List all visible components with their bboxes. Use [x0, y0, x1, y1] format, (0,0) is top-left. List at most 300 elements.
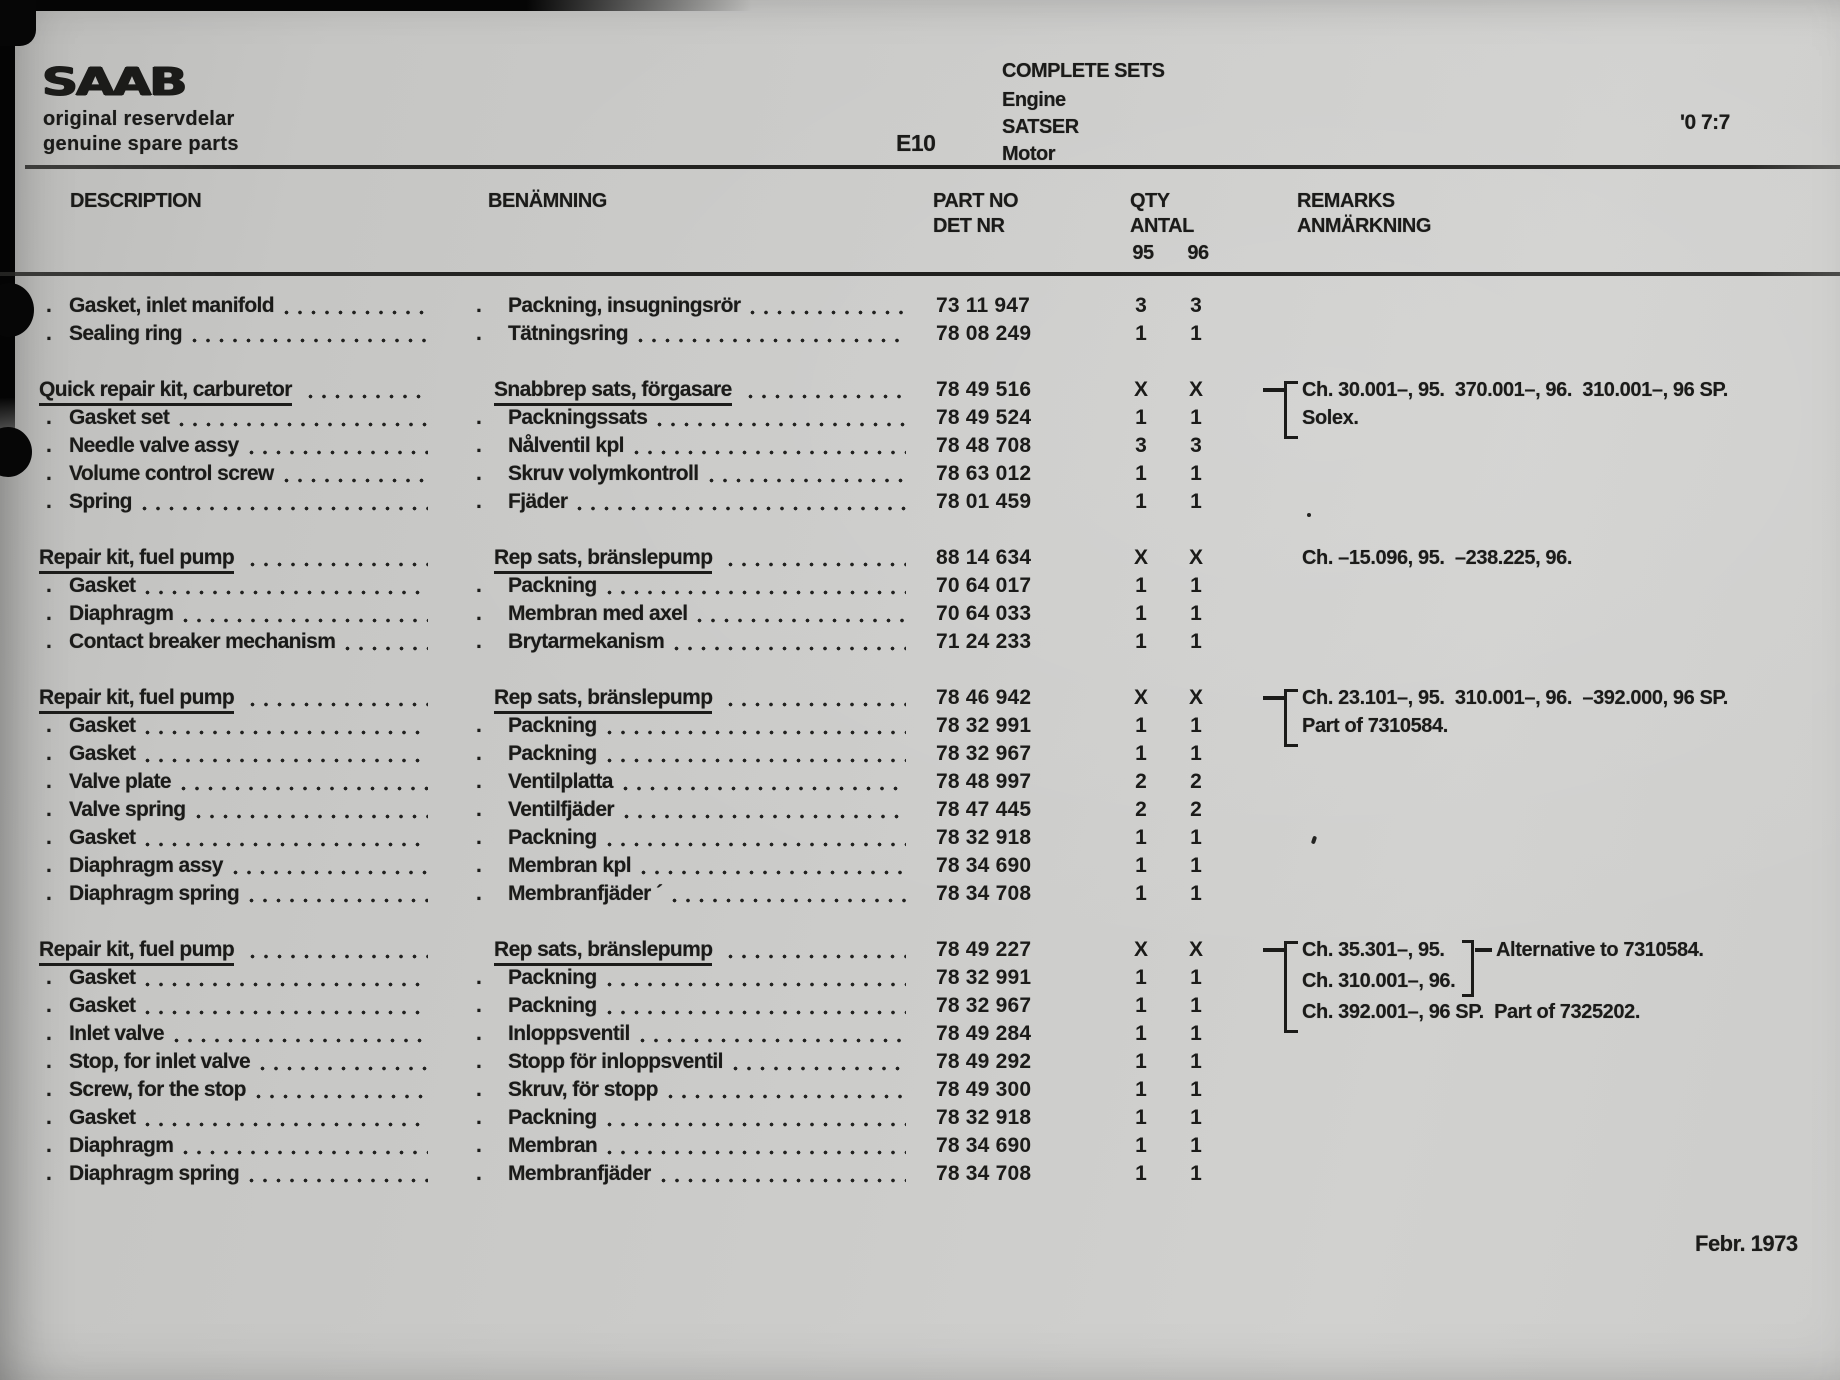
qty-96-cell: 3 [1190, 294, 1202, 317]
description-cell [46, 1162, 432, 1188]
item-bullet: . [46, 490, 52, 513]
item-bullet: . [46, 882, 52, 905]
qty-96-cell: 1 [1190, 994, 1202, 1017]
header-rule [25, 165, 1840, 169]
dot-leader [607, 758, 906, 763]
dot-leader [345, 646, 428, 651]
benamning-cell [476, 798, 910, 824]
item-bullet: . [476, 854, 482, 877]
item-bullet: . [46, 798, 52, 821]
description-text: Sealing ring [69, 322, 182, 345]
benamning-cell [476, 490, 910, 516]
qty-96-cell: 1 [1190, 1050, 1202, 1073]
qty-96-cell: 1 [1190, 490, 1202, 513]
benamning-text: Packning [508, 966, 597, 989]
qty-95-cell: 3 [1135, 434, 1147, 457]
qty-96-cell: 1 [1190, 1134, 1202, 1157]
part-number-cell: 78 49 516 [936, 378, 1032, 401]
item-bullet: . [476, 406, 482, 429]
item-bullet: . [476, 574, 482, 597]
qty-96-cell: 2 [1190, 798, 1202, 821]
qty-95-cell: 1 [1135, 994, 1147, 1017]
part-number-cell: 78 49 284 [936, 1022, 1032, 1045]
dot-leader [196, 814, 428, 819]
qty-95-cell: X [1133, 546, 1148, 569]
item-bullet: . [476, 770, 482, 793]
benamning-text: Packningssats [508, 406, 648, 429]
description-cell [46, 770, 432, 796]
description-text: Screw, for the stop [69, 1078, 246, 1101]
qty-95-cell: 1 [1135, 714, 1147, 737]
description-text: Gasket [69, 714, 136, 737]
table-row [0, 322, 1840, 348]
item-bullet: . [476, 1022, 482, 1045]
part-number-cell: 78 47 445 [936, 798, 1032, 821]
qty-96-cell: 1 [1190, 1078, 1202, 1101]
description-text: Gasket [69, 966, 136, 989]
item-bullet: . [46, 826, 52, 849]
description-text: Repair kit, fuel pump [39, 938, 234, 966]
part-number-cell: 78 49 524 [936, 406, 1032, 429]
header-subtitle-sv: Motor [1002, 143, 1056, 165]
qty-95-cell: X [1133, 378, 1148, 401]
qty-96-cell: 1 [1190, 1106, 1202, 1129]
remark-text: Ch. 35.301–, 95. [1302, 939, 1445, 961]
benamning-cell [476, 1106, 910, 1132]
benamning-text: Brytarmekanism [508, 630, 665, 653]
description-cell [46, 994, 432, 1020]
qty-96-cell: 1 [1190, 1162, 1202, 1185]
dot-leader [634, 450, 906, 455]
dot-leader [640, 1038, 906, 1043]
table-row [0, 714, 1840, 740]
description-text: Diaphragm [69, 1134, 174, 1157]
part-number-cell: 78 34 690 [936, 854, 1032, 877]
dot-leader [249, 1178, 428, 1183]
benamning-cell [476, 406, 910, 432]
dot-leader [728, 954, 906, 959]
benamning-cell [476, 1078, 910, 1104]
dot-leader [697, 618, 906, 623]
table-row [0, 994, 1840, 1020]
benamning-cell [476, 826, 910, 852]
dot-leader [284, 310, 428, 315]
qty-96-cell: 1 [1190, 574, 1202, 597]
item-bullet: . [46, 406, 52, 429]
benamning-cell [476, 770, 910, 796]
description-text: Gasket set [69, 406, 170, 429]
part-number-cell: 78 32 967 [936, 994, 1032, 1017]
table-row [0, 1106, 1840, 1132]
qty-95-cell: 1 [1135, 602, 1147, 625]
part-number-cell: 88 14 634 [936, 546, 1032, 569]
benamning-text: Stopp för inloppsventil [508, 1050, 723, 1073]
benamning-cell [476, 1050, 910, 1076]
dot-leader [145, 730, 428, 735]
dot-leader [183, 1150, 428, 1155]
description-cell [46, 826, 432, 852]
table-row [0, 434, 1840, 460]
qty-95-cell: 2 [1135, 798, 1147, 821]
item-bullet: . [46, 770, 52, 793]
part-number-cell: 78 49 292 [936, 1050, 1032, 1073]
item-bullet: . [46, 574, 52, 597]
benamning-cell [476, 994, 910, 1020]
benamning-cell [494, 546, 910, 572]
part-number-cell: 78 48 997 [936, 770, 1032, 793]
qty-95-cell: 1 [1135, 1134, 1147, 1157]
item-bullet: . [476, 966, 482, 989]
dot-leader [233, 870, 428, 875]
description-cell [46, 574, 432, 600]
part-number-cell: 78 49 300 [936, 1078, 1032, 1101]
description-text: Gasket [69, 574, 136, 597]
description-text: Diaphragm assy [69, 854, 223, 877]
part-number-cell: 78 32 918 [936, 1106, 1032, 1129]
dot-leader [607, 1010, 906, 1015]
description-text: Diaphragm spring [69, 882, 240, 905]
part-number-cell: 78 08 249 [936, 322, 1032, 345]
qty-95-cell: 1 [1135, 882, 1147, 905]
item-bullet: . [46, 630, 52, 653]
qty-96-cell: 1 [1190, 854, 1202, 877]
qty-95-cell: 1 [1135, 630, 1147, 653]
col-header-part-no-1: PART NO [933, 190, 1019, 212]
description-text: Contact breaker mechanism [69, 630, 336, 653]
qty-96-cell: 1 [1190, 462, 1202, 485]
dot-leader [145, 982, 428, 987]
qty-95-cell: 3 [1135, 294, 1147, 317]
description-cell [46, 630, 432, 656]
item-bullet: . [46, 742, 52, 765]
benamning-text: Rep sats, bränslepump [494, 686, 712, 714]
description-text: Gasket, inlet manifold [69, 294, 275, 317]
item-bullet: . [46, 462, 52, 485]
dot-leader [192, 338, 428, 343]
part-number-cell: 78 32 967 [936, 742, 1032, 765]
col-header-description: DESCRIPTION [70, 190, 202, 212]
description-cell [46, 742, 432, 768]
part-number-cell: 78 34 690 [936, 1134, 1032, 1157]
dot-leader [668, 1094, 906, 1099]
dot-leader [145, 1010, 428, 1015]
benamning-text: Membranfjäder ´ [508, 882, 663, 905]
dot-leader [179, 422, 428, 427]
remark-text: Ch. 392.001–, 96 SP. Part of 7325202. [1302, 1001, 1640, 1023]
part-number-cell: 78 01 459 [936, 490, 1032, 513]
remark-bracket-dash [1263, 388, 1284, 392]
qty-96-cell: 1 [1190, 966, 1202, 989]
dot-leader [607, 1150, 906, 1155]
qty-96-cell: X [1188, 938, 1203, 961]
part-number-cell: 78 46 942 [936, 686, 1032, 709]
table-row [0, 574, 1840, 600]
part-number-cell: 71 24 233 [936, 630, 1032, 653]
qty-96-cell: 1 [1190, 742, 1202, 765]
qty-95-cell: 1 [1135, 1078, 1147, 1101]
item-bullet: . [476, 462, 482, 485]
brand-tagline-sv: original reservdelar [43, 108, 235, 130]
part-number-cell: 78 34 708 [936, 882, 1032, 905]
description-cell [46, 1078, 432, 1104]
qty-95-cell: 1 [1135, 966, 1147, 989]
benamning-text: Packning [508, 742, 597, 765]
benamning-text: Membran [508, 1134, 598, 1157]
table-row [0, 1162, 1840, 1188]
description-text: Quick repair kit, carburetor [39, 378, 292, 406]
page-ref: '0 7:7 [1680, 111, 1730, 134]
table-row [0, 406, 1840, 432]
item-bullet: . [476, 742, 482, 765]
description-text: Repair kit, fuel pump [39, 546, 234, 574]
description-text: Gasket [69, 742, 136, 765]
description-text: Repair kit, fuel pump [39, 686, 234, 714]
benamning-text: Packning [508, 714, 597, 737]
description-cell [46, 490, 432, 516]
dot-leader [672, 898, 906, 903]
benamning-cell [494, 378, 910, 404]
benamning-text: Packning, insugningsrör [508, 294, 741, 317]
item-bullet: . [476, 714, 482, 737]
table-row [0, 490, 1840, 516]
benamning-cell [476, 1134, 910, 1160]
dot-leader [308, 394, 428, 399]
qty-96-cell: X [1188, 378, 1203, 401]
qty-96-cell: 1 [1190, 630, 1202, 653]
qty-96-cell: 1 [1190, 882, 1202, 905]
description-cell [39, 546, 432, 572]
dot-leader [733, 1066, 906, 1071]
dot-leader [249, 898, 428, 903]
table-row [0, 1022, 1840, 1048]
dot-leader [674, 646, 906, 651]
benamning-cell [476, 630, 910, 656]
qty-96-cell: 1 [1190, 406, 1202, 429]
item-bullet: . [476, 826, 482, 849]
saab-logo: SAAB [42, 60, 186, 105]
remark-bracket-dash [1263, 696, 1284, 700]
remark-side-dash [1475, 948, 1492, 952]
description-text: Valve plate [69, 770, 171, 793]
description-text: Valve spring [69, 798, 186, 821]
item-bullet: . [476, 602, 482, 625]
dot-leader [145, 1122, 428, 1127]
item-bullet: . [46, 966, 52, 989]
description-text: Spring [69, 490, 132, 513]
benamning-text: Membran med axel [508, 602, 688, 625]
item-bullet: . [476, 294, 482, 317]
qty-95-cell: 1 [1135, 854, 1147, 877]
part-number-cell: 78 48 708 [936, 434, 1032, 457]
description-cell [46, 798, 432, 824]
qty-95-cell: 1 [1135, 574, 1147, 597]
benamning-text: Membranfjäder [508, 1162, 651, 1185]
item-bullet: . [476, 798, 482, 821]
part-number-cell: 78 63 012 [936, 462, 1032, 485]
qty-95-cell: 1 [1135, 1022, 1147, 1045]
item-bullet: . [476, 994, 482, 1017]
part-number-cell: 70 64 017 [936, 574, 1032, 597]
qty-96-cell: 1 [1190, 322, 1202, 345]
col-header-qty-2: ANTAL [1130, 215, 1194, 237]
table-rule [0, 272, 1840, 276]
part-number-cell: 78 49 227 [936, 938, 1032, 961]
col-header-remarks-2: ANMÄRKNING [1297, 215, 1431, 237]
benamning-text: Inloppsventil [508, 1022, 630, 1045]
item-bullet: . [46, 1134, 52, 1157]
description-cell [46, 434, 432, 460]
qty-96-cell: 1 [1190, 826, 1202, 849]
dot-leader [661, 1178, 906, 1183]
description-cell [46, 602, 432, 628]
description-cell [39, 686, 432, 712]
description-cell [46, 1106, 432, 1132]
dot-leader [641, 870, 906, 875]
dot-leader [657, 422, 906, 427]
benamning-cell [476, 294, 910, 320]
remark-text: Solex. [1302, 407, 1359, 429]
description-cell [46, 462, 432, 488]
col-header-qty-1: QTY [1130, 190, 1170, 212]
table-row [0, 966, 1840, 992]
col-header-remarks-1: REMARKS [1297, 190, 1395, 212]
benamning-text: Nålventil kpl [508, 434, 624, 457]
qty-96-cell: 3 [1190, 434, 1202, 457]
remark-text: Ch. 310.001–, 96. [1302, 970, 1456, 992]
qty-95-cell: 1 [1135, 462, 1147, 485]
benamning-text: Packning [508, 1106, 597, 1129]
qty-95-cell: 1 [1135, 742, 1147, 765]
table-row [0, 1078, 1840, 1104]
benamning-text: Snabbrep sats, förgasare [494, 378, 732, 406]
dot-leader [181, 786, 428, 791]
item-bullet: . [476, 1078, 482, 1101]
qty-96-cell: 1 [1190, 714, 1202, 737]
dot-leader [607, 1122, 906, 1127]
part-number-cell: 78 32 991 [936, 714, 1032, 737]
dot-leader [607, 730, 906, 735]
part-number-cell: 73 11 947 [936, 294, 1031, 317]
item-bullet: . [476, 490, 482, 513]
benamning-cell [476, 882, 910, 908]
item-bullet: . [476, 630, 482, 653]
description-cell [46, 322, 432, 348]
dot-leader [145, 590, 428, 595]
description-text: Gasket [69, 1106, 136, 1129]
part-number-cell: 78 32 991 [936, 966, 1032, 989]
description-cell [46, 1022, 432, 1048]
benamning-cell [494, 938, 910, 964]
description-text: Inlet valve [69, 1022, 164, 1045]
description-text: Diaphragm spring [69, 1162, 240, 1185]
benamning-text: Ventilplatta [508, 770, 613, 793]
description-text: Gasket [69, 994, 136, 1017]
col-header-part-no-2: DET NR [933, 215, 1005, 237]
description-cell [46, 406, 432, 432]
qty-96-cell: X [1188, 686, 1203, 709]
col-header-year-96: 96 [1187, 242, 1209, 264]
benamning-cell [476, 602, 910, 628]
qty-95-cell: X [1133, 686, 1148, 709]
item-bullet: . [476, 1050, 482, 1073]
qty-96-cell: 2 [1190, 770, 1202, 793]
table-row [0, 826, 1840, 852]
part-number-cell: 78 32 918 [936, 826, 1032, 849]
benamning-cell [476, 434, 910, 460]
qty-95-cell: 1 [1135, 1162, 1147, 1185]
dot-leader [249, 450, 428, 455]
header-subtitle-en: Engine [1002, 89, 1066, 111]
section-code: E10 [896, 130, 936, 156]
qty-95-cell: 1 [1135, 1050, 1147, 1073]
benamning-cell [476, 742, 910, 768]
benamning-text: Fjäder [508, 490, 568, 513]
benamning-cell [494, 686, 910, 712]
qty-95-cell: 2 [1135, 770, 1147, 793]
item-bullet: . [46, 854, 52, 877]
dot-leader [607, 982, 906, 987]
description-cell [39, 378, 432, 404]
table-row [0, 1050, 1840, 1076]
remark-text: Part of 7310584. [1302, 715, 1448, 737]
dot-leader [607, 842, 906, 847]
item-bullet: . [476, 1134, 482, 1157]
scan-edge-corner [0, 0, 36, 46]
item-bullet: . [476, 434, 482, 457]
benamning-text: Membran kpl [508, 854, 631, 877]
dot-leader [145, 842, 428, 847]
item-bullet: . [46, 1162, 52, 1185]
dot-leader [607, 590, 906, 595]
qty-96-cell: 1 [1190, 602, 1202, 625]
dot-leader [142, 506, 428, 511]
benamning-text: Rep sats, bränslepump [494, 546, 712, 574]
description-cell [46, 1050, 432, 1076]
table-row [0, 770, 1840, 796]
description-cell [46, 966, 432, 992]
item-bullet: . [476, 1106, 482, 1129]
benamning-text: Tätningsring [508, 322, 628, 345]
qty-96-cell: 1 [1190, 1022, 1202, 1045]
dot-leader [728, 562, 906, 567]
remark-side-note: Alternative to 7310584. [1496, 939, 1704, 961]
dot-leader [260, 1066, 428, 1071]
benamning-cell [476, 714, 910, 740]
table-row [0, 630, 1840, 656]
item-bullet: . [46, 322, 52, 345]
col-header-year-95: 95 [1132, 242, 1154, 264]
header-title-en: COMPLETE SETS [1002, 60, 1165, 82]
item-bullet: . [46, 1106, 52, 1129]
item-bullet: . [46, 434, 52, 457]
benamning-cell [476, 574, 910, 600]
item-bullet: . [46, 1022, 52, 1045]
dot-leader [577, 506, 906, 511]
benamning-cell [476, 854, 910, 880]
dot-leader [250, 702, 428, 707]
item-bullet: . [476, 322, 482, 345]
dot-leader [748, 394, 906, 399]
benamning-cell [476, 322, 910, 348]
qty-95-cell: 1 [1135, 322, 1147, 345]
benamning-cell [476, 1022, 910, 1048]
revision-date: Febr. 1973 [1695, 1231, 1798, 1256]
item-bullet: . [46, 714, 52, 737]
dot-leader [183, 618, 428, 623]
benamning-text: Packning [508, 574, 597, 597]
qty-95-cell: 1 [1135, 490, 1147, 513]
benamning-text: Rep sats, bränslepump [494, 938, 712, 966]
